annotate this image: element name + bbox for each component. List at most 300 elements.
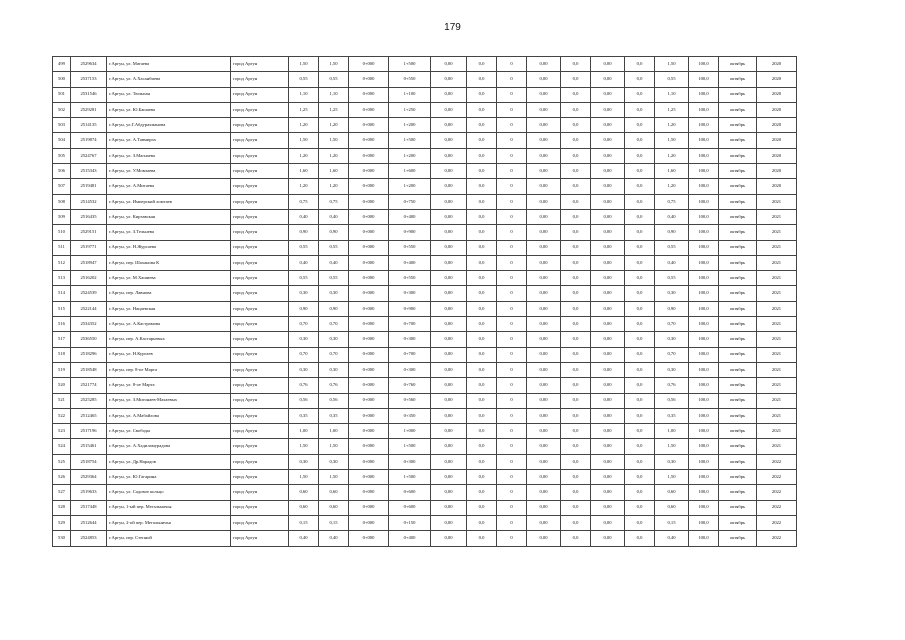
- month-cell: октябрь: [719, 515, 757, 530]
- value-b-cell: 0,0: [467, 439, 497, 454]
- street-name-cell: г.Аргун, ул. А.Хасанбиева: [107, 72, 231, 87]
- value-h-cell: 0,40: [655, 531, 689, 546]
- road-id-cell: 2519874: [71, 133, 107, 148]
- percent-cell: 100,0: [689, 87, 719, 102]
- value-a-cell: 0,00: [431, 240, 467, 255]
- value-a-cell: 0,00: [431, 164, 467, 179]
- municipality-cell: город Аргун: [231, 485, 289, 500]
- table-row: [53, 301, 797, 316]
- value-h-cell: 1,20: [655, 118, 689, 133]
- road-id-cell: 2517448: [71, 500, 107, 515]
- street-name-cell: г.Аргун, ул. А.Кастрамова: [107, 317, 231, 332]
- value-c-cell: 0: [497, 286, 527, 301]
- table-row: [53, 332, 797, 347]
- percent-cell: 100,0: [689, 332, 719, 347]
- end-chainage-cell: 1+500: [389, 133, 431, 148]
- length-km-cell: 1,20: [319, 148, 349, 163]
- percent-cell: 100,0: [689, 179, 719, 194]
- road-id-cell: 2512644: [71, 515, 107, 530]
- road-id-cell: 2518754: [71, 454, 107, 469]
- municipality-cell: город Аргун: [231, 102, 289, 117]
- value-d-cell: 0,00: [527, 439, 561, 454]
- start-chainage-cell: 0+000: [349, 332, 389, 347]
- end-chainage-cell: 0+400: [389, 209, 431, 224]
- value-b-cell: 0,0: [467, 393, 497, 408]
- month-cell: октябрь: [719, 148, 757, 163]
- year-cell: 2021: [757, 255, 797, 270]
- length-km-cell: 1,50: [319, 439, 349, 454]
- value-a-cell: 0,00: [431, 332, 467, 347]
- road-id-cell: 2524539: [71, 286, 107, 301]
- value-d-cell: 0,00: [527, 118, 561, 133]
- year-cell: 2021: [757, 408, 797, 423]
- end-chainage-cell: 0+760: [389, 378, 431, 393]
- month-cell: октябрь: [719, 362, 757, 377]
- value-c-cell: 0: [497, 408, 527, 423]
- value-d-cell: 0,00: [527, 317, 561, 332]
- value-h-cell: 0,90: [655, 225, 689, 240]
- value-b-cell: 0,0: [467, 500, 497, 515]
- end-chainage-cell: 0+700: [389, 317, 431, 332]
- value-b-cell: 0,0: [467, 362, 497, 377]
- value-b-cell: 0,0: [467, 240, 497, 255]
- value-e-cell: 0,0: [561, 332, 591, 347]
- start-chainage-cell: 0+000: [349, 470, 389, 485]
- month-cell: октябрь: [719, 118, 757, 133]
- value-b-cell: 0,0: [467, 102, 497, 117]
- value-c-cell: 0: [497, 102, 527, 117]
- value-b-cell: 0,0: [467, 194, 497, 209]
- start-chainage-cell: 0+000: [349, 72, 389, 87]
- month-cell: октябрь: [719, 332, 757, 347]
- start-chainage-cell: 0+000: [349, 439, 389, 454]
- length-total-cell: 1,50: [289, 57, 319, 72]
- street-name-cell: г.Аргун, ул. З.Магнаева: [107, 148, 231, 163]
- value-c-cell: 0: [497, 515, 527, 530]
- start-chainage-cell: 0+000: [349, 194, 389, 209]
- end-chainage-cell: 1+500: [389, 57, 431, 72]
- year-cell: 2021: [757, 439, 797, 454]
- value-f-cell: 0,00: [591, 515, 625, 530]
- road-id-cell: 2522144: [71, 301, 107, 316]
- value-a-cell: 0,00: [431, 454, 467, 469]
- length-km-cell: 0,30: [319, 362, 349, 377]
- start-chainage-cell: 0+000: [349, 148, 389, 163]
- row-number-cell: 523: [53, 424, 71, 439]
- value-f-cell: 0,00: [591, 209, 625, 224]
- value-h-cell: 0,55: [655, 240, 689, 255]
- length-km-cell: 1,50: [319, 133, 349, 148]
- table-row: [53, 485, 797, 500]
- percent-cell: 100,0: [689, 240, 719, 255]
- municipality-cell: город Аргун: [231, 194, 289, 209]
- value-h-cell: 0,75: [655, 194, 689, 209]
- value-d-cell: 0,00: [527, 424, 561, 439]
- percent-cell: 100,0: [689, 72, 719, 87]
- value-f-cell: 0,00: [591, 531, 625, 546]
- month-cell: октябрь: [719, 439, 757, 454]
- year-cell: 2021: [757, 209, 797, 224]
- length-total-cell: 1,00: [289, 424, 319, 439]
- value-c-cell: 0: [497, 332, 527, 347]
- value-f-cell: 0,00: [591, 439, 625, 454]
- value-e-cell: 0,0: [561, 393, 591, 408]
- value-e-cell: 0,0: [561, 271, 591, 286]
- road-id-cell: 2514532: [71, 194, 107, 209]
- value-f-cell: 0,00: [591, 118, 625, 133]
- end-chainage-cell: 0+400: [389, 255, 431, 270]
- value-g-cell: 0,0: [625, 133, 655, 148]
- row-number-cell: 504: [53, 133, 71, 148]
- value-h-cell: 1,10: [655, 87, 689, 102]
- percent-cell: 100,0: [689, 118, 719, 133]
- month-cell: октябрь: [719, 225, 757, 240]
- value-a-cell: 0,00: [431, 317, 467, 332]
- value-e-cell: 0,0: [561, 454, 591, 469]
- street-name-cell: г.Аргун, ул. 8-ое Марта: [107, 378, 231, 393]
- year-cell: 2020: [757, 87, 797, 102]
- length-km-cell: 0,60: [319, 485, 349, 500]
- percent-cell: 100,0: [689, 485, 719, 500]
- year-cell: 2021: [757, 301, 797, 316]
- value-b-cell: 0,0: [467, 271, 497, 286]
- length-km-cell: 1,25: [319, 102, 349, 117]
- value-a-cell: 0,00: [431, 87, 467, 102]
- length-km-cell: 0,30: [319, 332, 349, 347]
- value-f-cell: 0,00: [591, 102, 625, 117]
- row-number-cell: 522: [53, 408, 71, 423]
- row-number-cell: 505: [53, 148, 71, 163]
- month-cell: октябрь: [719, 301, 757, 316]
- road-id-cell: 2524767: [71, 148, 107, 163]
- value-h-cell: 0,30: [655, 286, 689, 301]
- end-chainage-cell: 1+200: [389, 148, 431, 163]
- value-c-cell: 0: [497, 271, 527, 286]
- municipality-cell: город Аргун: [231, 332, 289, 347]
- value-g-cell: 0,0: [625, 424, 655, 439]
- value-b-cell: 0,0: [467, 164, 497, 179]
- value-a-cell: 0,00: [431, 148, 467, 163]
- value-c-cell: 0: [497, 240, 527, 255]
- row-number-cell: 500: [53, 72, 71, 87]
- value-c-cell: 0: [497, 209, 527, 224]
- street-name-cell: г.Аргун, ул. А.Мабайлова: [107, 408, 231, 423]
- length-total-cell: 1,50: [289, 133, 319, 148]
- percent-cell: 100,0: [689, 255, 719, 270]
- value-d-cell: 0,00: [527, 454, 561, 469]
- percent-cell: 100,0: [689, 286, 719, 301]
- length-total-cell: 0,40: [289, 255, 319, 270]
- value-g-cell: 0,0: [625, 118, 655, 133]
- municipality-cell: город Аргун: [231, 148, 289, 163]
- municipality-cell: город Аргун: [231, 164, 289, 179]
- value-e-cell: 0,0: [561, 57, 591, 72]
- road-id-cell: 2517196: [71, 424, 107, 439]
- municipality-cell: город Аргун: [231, 378, 289, 393]
- street-name-cell: г.Аргун, ул. З.Тельнева: [107, 225, 231, 240]
- value-a-cell: 0,00: [431, 515, 467, 530]
- value-b-cell: 0,0: [467, 133, 497, 148]
- value-a-cell: 0,00: [431, 57, 467, 72]
- table-row: [53, 439, 797, 454]
- length-total-cell: 1,20: [289, 118, 319, 133]
- road-id-cell: 2519771: [71, 240, 107, 255]
- year-cell: 2021: [757, 362, 797, 377]
- year-cell: 2020: [757, 72, 797, 87]
- value-c-cell: 0: [497, 225, 527, 240]
- end-chainage-cell: 0+550: [389, 240, 431, 255]
- street-name-cell: г.Аргун, ул. У.Мовлаева: [107, 164, 231, 179]
- value-b-cell: 0,0: [467, 148, 497, 163]
- value-c-cell: 0: [497, 301, 527, 316]
- value-d-cell: 0,00: [527, 332, 561, 347]
- value-f-cell: 0,00: [591, 454, 625, 469]
- year-cell: 2020: [757, 57, 797, 72]
- row-number-cell: 525: [53, 454, 71, 469]
- start-chainage-cell: 0+000: [349, 286, 389, 301]
- road-id-cell: 2516202: [71, 271, 107, 286]
- value-d-cell: 0,00: [527, 408, 561, 423]
- value-f-cell: 0,00: [591, 408, 625, 423]
- row-number-cell: 518: [53, 347, 71, 362]
- length-total-cell: 0,76: [289, 378, 319, 393]
- value-a-cell: 0,00: [431, 179, 467, 194]
- year-cell: 2021: [757, 378, 797, 393]
- length-km-cell: 0,55: [319, 72, 349, 87]
- row-number-cell: 508: [53, 194, 71, 209]
- length-total-cell: 0,55: [289, 72, 319, 87]
- value-g-cell: 0,0: [625, 148, 655, 163]
- value-g-cell: 0,0: [625, 408, 655, 423]
- value-h-cell: 0,60: [655, 500, 689, 515]
- end-chainage-cell: 0+900: [389, 301, 431, 316]
- value-h-cell: 0,40: [655, 255, 689, 270]
- municipality-cell: город Аргун: [231, 72, 289, 87]
- value-b-cell: 0,0: [467, 515, 497, 530]
- value-d-cell: 0,00: [527, 347, 561, 362]
- end-chainage-cell: 1+200: [389, 179, 431, 194]
- value-f-cell: 0,00: [591, 317, 625, 332]
- value-f-cell: 0,00: [591, 347, 625, 362]
- value-f-cell: 0,00: [591, 485, 625, 500]
- month-cell: октябрь: [719, 347, 757, 362]
- value-f-cell: 0,00: [591, 301, 625, 316]
- value-f-cell: 0,00: [591, 286, 625, 301]
- month-cell: октябрь: [719, 102, 757, 117]
- value-f-cell: 0,00: [591, 225, 625, 240]
- value-g-cell: 0,0: [625, 378, 655, 393]
- year-cell: 2020: [757, 133, 797, 148]
- value-b-cell: 0,0: [467, 454, 497, 469]
- value-h-cell: 1,20: [655, 179, 689, 194]
- year-cell: 2021: [757, 225, 797, 240]
- value-e-cell: 0,0: [561, 347, 591, 362]
- street-name-cell: г.Аргун, пер. А.Кастарьевых: [107, 332, 231, 347]
- length-km-cell: 1,20: [319, 118, 349, 133]
- row-number-cell: 529: [53, 515, 71, 530]
- municipality-cell: город Аргун: [231, 301, 289, 316]
- start-chainage-cell: 0+000: [349, 393, 389, 408]
- value-f-cell: 0,00: [591, 424, 625, 439]
- percent-cell: 100,0: [689, 225, 719, 240]
- value-a-cell: 0,00: [431, 255, 467, 270]
- table-row: [53, 454, 797, 469]
- year-cell: 2021: [757, 240, 797, 255]
- length-km-cell: 0,70: [319, 347, 349, 362]
- value-e-cell: 0,0: [561, 255, 591, 270]
- municipality-cell: город Аргун: [231, 87, 289, 102]
- year-cell: 2021: [757, 317, 797, 332]
- length-km-cell: 0,56: [319, 393, 349, 408]
- value-e-cell: 0,0: [561, 148, 591, 163]
- road-id-cell: 2514135: [71, 118, 107, 133]
- end-chainage-cell: 0+300: [389, 362, 431, 377]
- value-b-cell: 0,0: [467, 301, 497, 316]
- percent-cell: 100,0: [689, 194, 719, 209]
- value-e-cell: 0,0: [561, 72, 591, 87]
- length-total-cell: 0,35: [289, 408, 319, 423]
- percent-cell: 100,0: [689, 102, 719, 117]
- row-number-cell: 516: [53, 317, 71, 332]
- value-h-cell: 1,50: [655, 470, 689, 485]
- length-km-cell: 0,60: [319, 500, 349, 515]
- value-b-cell: 0,0: [467, 57, 497, 72]
- street-name-cell: г.Аргун, пер. Шаханова К: [107, 255, 231, 270]
- row-number-cell: 526: [53, 470, 71, 485]
- value-f-cell: 0,00: [591, 179, 625, 194]
- start-chainage-cell: 0+000: [349, 454, 389, 469]
- value-d-cell: 0,00: [527, 500, 561, 515]
- value-e-cell: 0,0: [561, 378, 591, 393]
- length-km-cell: 0,90: [319, 301, 349, 316]
- value-g-cell: 0,0: [625, 301, 655, 316]
- value-e-cell: 0,0: [561, 485, 591, 500]
- value-h-cell: 1,20: [655, 148, 689, 163]
- value-h-cell: 1,00: [655, 424, 689, 439]
- value-e-cell: 0,0: [561, 515, 591, 530]
- street-name-cell: г.Аргун, ул. Н.Кургаев: [107, 347, 231, 362]
- road-id-cell: 2524853: [71, 531, 107, 546]
- start-chainage-cell: 0+000: [349, 209, 389, 224]
- length-total-cell: 1,20: [289, 148, 319, 163]
- year-cell: 2022: [757, 500, 797, 515]
- value-d-cell: 0,00: [527, 225, 561, 240]
- value-e-cell: 0,0: [561, 424, 591, 439]
- value-a-cell: 0,00: [431, 347, 467, 362]
- value-g-cell: 0,0: [625, 332, 655, 347]
- value-c-cell: 0: [497, 118, 527, 133]
- road-id-cell: 2529634: [71, 57, 107, 72]
- road-id-cell: 2518296: [71, 347, 107, 362]
- value-h-cell: 0,30: [655, 332, 689, 347]
- table-row: [53, 148, 797, 163]
- end-chainage-cell: 1+250: [389, 102, 431, 117]
- value-b-cell: 0,0: [467, 255, 497, 270]
- value-g-cell: 0,0: [625, 454, 655, 469]
- percent-cell: 100,0: [689, 362, 719, 377]
- value-b-cell: 0,0: [467, 531, 497, 546]
- value-c-cell: 0: [497, 347, 527, 362]
- row-number-cell: 521: [53, 393, 71, 408]
- table-row: [53, 271, 797, 286]
- municipality-cell: город Аргун: [231, 57, 289, 72]
- year-cell: 2021: [757, 347, 797, 362]
- value-a-cell: 0,00: [431, 439, 467, 454]
- value-g-cell: 0,0: [625, 194, 655, 209]
- year-cell: 2020: [757, 179, 797, 194]
- value-b-cell: 0,0: [467, 87, 497, 102]
- street-name-cell: г.Аргун, ул. А.Митаева: [107, 179, 231, 194]
- percent-cell: 100,0: [689, 271, 719, 286]
- value-h-cell: 1,50: [655, 57, 689, 72]
- year-cell: 2022: [757, 470, 797, 485]
- percent-cell: 100,0: [689, 317, 719, 332]
- value-a-cell: 0,00: [431, 209, 467, 224]
- value-d-cell: 0,00: [527, 378, 561, 393]
- value-f-cell: 0,00: [591, 378, 625, 393]
- month-cell: октябрь: [719, 378, 757, 393]
- value-g-cell: 0,0: [625, 271, 655, 286]
- length-km-cell: 0,55: [319, 271, 349, 286]
- value-c-cell: 0: [497, 362, 527, 377]
- month-cell: октябрь: [719, 209, 757, 224]
- percent-cell: 100,0: [689, 408, 719, 423]
- length-km-cell: 1,00: [319, 424, 349, 439]
- value-h-cell: 0,55: [655, 72, 689, 87]
- row-number-cell: 527: [53, 485, 71, 500]
- value-d-cell: 0,00: [527, 209, 561, 224]
- municipality-cell: город Аргун: [231, 470, 289, 485]
- table-row: [53, 225, 797, 240]
- percent-cell: 100,0: [689, 133, 719, 148]
- street-name-cell: г.Аргун, ул. Ю.Башаева: [107, 102, 231, 117]
- length-km-cell: 0,40: [319, 531, 349, 546]
- start-chainage-cell: 0+000: [349, 378, 389, 393]
- street-name-cell: г.Аргун, ул. Матаева: [107, 57, 231, 72]
- municipality-cell: город Аргун: [231, 118, 289, 133]
- value-e-cell: 0,0: [561, 500, 591, 515]
- length-total-cell: 0,90: [289, 301, 319, 316]
- value-h-cell: 0,30: [655, 454, 689, 469]
- month-cell: октябрь: [719, 286, 757, 301]
- street-name-cell: г.Аргун, пер. 8-ое Марта: [107, 362, 231, 377]
- value-a-cell: 0,00: [431, 102, 467, 117]
- start-chainage-cell: 0+000: [349, 133, 389, 148]
- value-g-cell: 0,0: [625, 515, 655, 530]
- value-d-cell: 0,00: [527, 133, 561, 148]
- value-d-cell: 0,00: [527, 470, 561, 485]
- value-a-cell: 0,00: [431, 531, 467, 546]
- municipality-cell: город Аргун: [231, 408, 289, 423]
- value-c-cell: 0: [497, 57, 527, 72]
- table-row: [53, 347, 797, 362]
- end-chainage-cell: 1+000: [389, 424, 431, 439]
- length-km-cell: 0,30: [319, 286, 349, 301]
- length-total-cell: 0,15: [289, 515, 319, 530]
- value-f-cell: 0,00: [591, 393, 625, 408]
- street-name-cell: г.Аргун, ул. Н.Журсаева: [107, 240, 231, 255]
- value-c-cell: 0: [497, 439, 527, 454]
- value-a-cell: 0,00: [431, 72, 467, 87]
- value-b-cell: 0,0: [467, 118, 497, 133]
- value-g-cell: 0,0: [625, 72, 655, 87]
- value-c-cell: 0: [497, 500, 527, 515]
- value-e-cell: 0,0: [561, 87, 591, 102]
- month-cell: октябрь: [719, 500, 757, 515]
- start-chainage-cell: 0+000: [349, 347, 389, 362]
- start-chainage-cell: 0+000: [349, 424, 389, 439]
- road-id-cell: 2529281: [71, 102, 107, 117]
